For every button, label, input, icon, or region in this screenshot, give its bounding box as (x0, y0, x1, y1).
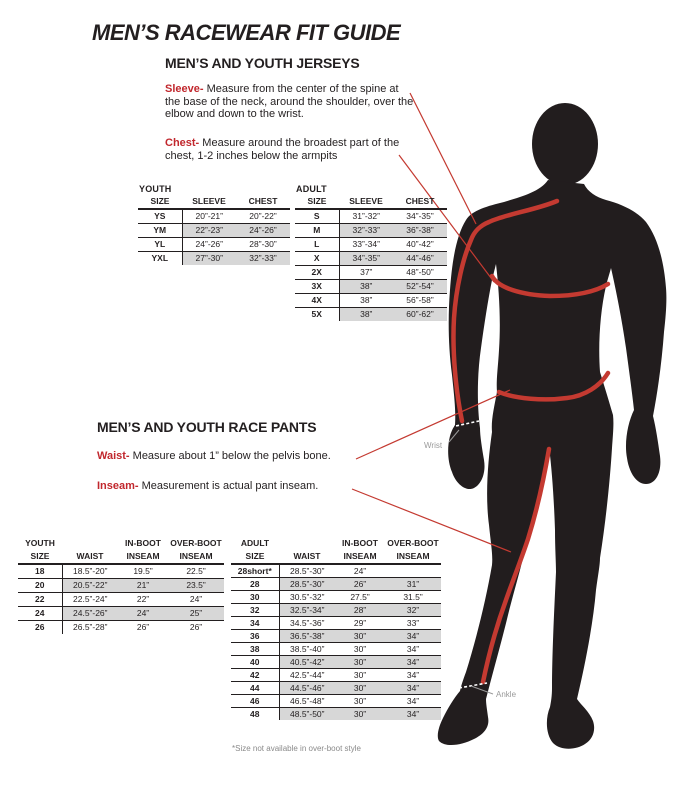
adult-pants-table (231, 537, 441, 720)
value-cell: 34” (385, 643, 441, 656)
size-cell: 20 (18, 579, 62, 593)
column-header: IN-BOOT (125, 538, 161, 548)
value-cell: 44.5”-46” (279, 682, 335, 695)
size-cell: 44 (231, 682, 279, 695)
table-row (138, 209, 290, 224)
table-row (231, 630, 441, 643)
value-cell: 30” (335, 643, 385, 656)
column-header: YOUTH (25, 538, 55, 548)
table-row (18, 579, 224, 593)
value-cell: 42.5”-44” (279, 669, 335, 682)
inseam-instruction-label: Inseam- (97, 480, 139, 492)
inseam-instruction-text: Measurement is actual pant inseam. (141, 480, 319, 492)
value-cell: 52”-54” (393, 280, 447, 294)
waist-instruction-text: Measure about 1” below the pelvis bone. (132, 450, 331, 462)
column-header: WAIST (62, 550, 118, 564)
value-cell: 30” (335, 669, 385, 682)
youth-jersey-group-label: YOUTH (139, 184, 172, 194)
chest-instruction-label: Chest- (165, 137, 200, 149)
value-cell: 34”-35” (339, 252, 393, 266)
value-cell: 20.5”-22” (62, 579, 118, 593)
size-cell: 36 (231, 630, 279, 643)
value-cell: 31”-32” (352, 211, 380, 222)
column-header: SLEEVE (339, 195, 393, 209)
table-row (295, 266, 447, 280)
value-cell: 23.5” (168, 579, 224, 593)
size-cell: 28 (231, 578, 279, 591)
value-cell: 29” (335, 617, 385, 630)
table-row (138, 252, 290, 266)
value-cell: 34” (385, 630, 441, 643)
table-row (231, 604, 441, 617)
value-cell: 34” (385, 669, 441, 682)
size-cell: 28short* (231, 564, 279, 578)
table-row (231, 591, 441, 604)
page-title: MEN’S RACEWEAR FIT GUIDE (92, 20, 401, 45)
over-boot-footnote: *Size not available in over-boot style (232, 744, 361, 753)
chest-instruction (165, 137, 415, 162)
column-header: SIZE (18, 550, 62, 564)
column-header: INSEAM (168, 550, 224, 564)
value-cell: 40.5”-42” (279, 656, 335, 669)
adult-jersey-table (295, 195, 447, 321)
value-cell: 28.5”-30” (279, 578, 335, 591)
value-cell: 32”-33” (236, 252, 290, 266)
column-header: INSEAM (335, 550, 385, 564)
table-row (231, 564, 441, 578)
value-cell: 30” (335, 682, 385, 695)
value-cell: 26” (168, 621, 224, 635)
column-header: ADULT (240, 538, 270, 548)
table-row (231, 708, 441, 721)
column-header: SIZE (138, 195, 182, 209)
size-cell: 18 (18, 564, 62, 579)
column-header: WAIST (279, 550, 335, 564)
chest-instruction-text: Measure around the broadest part of the chest, 1-2 inches below the armpits (165, 137, 400, 162)
value-cell: 24”-26” (236, 224, 290, 238)
value-cell: 22.5”-24” (62, 593, 118, 607)
value-cell: 26.5”-28” (62, 621, 118, 635)
size-cell: 5X (295, 308, 339, 322)
column-header: CHEST (236, 195, 290, 209)
value-cell: 56”-58” (393, 294, 447, 308)
table-row (231, 669, 441, 682)
table-row (295, 280, 447, 294)
table-row (231, 643, 441, 656)
ankle-label: Ankle (496, 690, 517, 699)
sleeve-instruction-label: Sleeve- (165, 83, 204, 95)
value-cell: 30” (335, 630, 385, 643)
wrist-label: Wrist (424, 441, 443, 450)
value-cell (385, 564, 441, 578)
value-cell: 26” (118, 621, 168, 635)
table-row (295, 252, 447, 266)
value-cell: 34.5”-36” (279, 617, 335, 630)
jerseys-section-heading: MEN’S AND YOUTH JERSEYS (165, 55, 360, 71)
value-cell: 24.5”-26” (62, 607, 118, 621)
value-cell: 36.5”-38” (279, 630, 335, 643)
table-row (295, 238, 447, 252)
size-cell: X (295, 252, 339, 266)
value-cell: 28” (335, 604, 385, 617)
column-header (62, 537, 118, 550)
pants-section-heading: MEN’S AND YOUTH RACE PANTS (97, 419, 317, 435)
table-row (231, 617, 441, 630)
value-cell: 33” (385, 617, 441, 630)
size-cell: 48 (231, 708, 279, 721)
value-cell: 31.5” (385, 591, 441, 604)
column-header: CHEST (393, 195, 447, 209)
column-header: OVER-BOOT (387, 538, 439, 548)
size-cell: 30 (231, 591, 279, 604)
adult-jersey-group-label: ADULT (296, 184, 327, 194)
value-cell: 22”-23” (182, 224, 236, 238)
table-row (295, 308, 447, 322)
value-cell: 26” (335, 578, 385, 591)
size-cell: YS (138, 209, 182, 224)
size-cell: 42 (231, 669, 279, 682)
table-row (295, 224, 447, 238)
table-row (138, 224, 290, 238)
value-cell: 19.5” (133, 566, 153, 577)
waist-instruction (97, 450, 331, 463)
value-cell: 33”-34” (339, 238, 393, 252)
sleeve-instruction-text: Measure from the center of the spine at the base of the neck, around the shoulder, over the elbow and down to the wrist. (165, 83, 414, 120)
size-cell: S (295, 209, 339, 224)
value-cell: 36”-38” (393, 224, 447, 238)
size-cell: 3X (295, 280, 339, 294)
size-cell: 26 (18, 621, 62, 635)
value-cell: 38” (339, 280, 393, 294)
table-row (295, 209, 447, 224)
size-cell: 32 (231, 604, 279, 617)
value-cell: 32”-33” (339, 224, 393, 238)
value-cell: 22.5” (186, 566, 206, 577)
value-cell: 44”-46” (393, 252, 447, 266)
silhouette-head (532, 103, 598, 185)
size-cell: YXL (138, 252, 182, 266)
sleeve-instruction (165, 83, 415, 121)
value-cell: 38.5”-40” (279, 643, 335, 656)
value-cell: 27”-30” (182, 252, 236, 266)
size-cell: 34 (231, 617, 279, 630)
value-cell: 38” (339, 308, 393, 322)
value-cell: 24”-26” (182, 238, 236, 252)
size-cell: 38 (231, 643, 279, 656)
value-cell: 37” (339, 266, 393, 280)
value-cell: 34”-35” (406, 211, 434, 222)
value-cell: 34” (385, 695, 441, 708)
header-row (18, 537, 224, 550)
value-cell: 30” (335, 708, 385, 721)
column-header: SLEEVE (182, 195, 236, 209)
value-cell: 48”-50” (393, 266, 447, 280)
table-row (18, 564, 224, 579)
value-cell: 34” (385, 682, 441, 695)
value-cell: 30.5”-32” (279, 591, 335, 604)
table-row (231, 682, 441, 695)
column-header: SIZE (295, 195, 339, 209)
size-cell: 40 (231, 656, 279, 669)
value-cell: 24” (118, 607, 168, 621)
value-cell: 27.5” (335, 591, 385, 604)
value-cell: 38” (339, 294, 393, 308)
size-cell: 2X (295, 266, 339, 280)
column-header: INSEAM (385, 550, 441, 564)
size-cell: YL (138, 238, 182, 252)
table-row (18, 621, 224, 635)
table-row (295, 294, 447, 308)
value-cell: 24” (353, 565, 367, 576)
value-cell: 31” (385, 578, 441, 591)
table-row (231, 578, 441, 591)
table-row (138, 238, 290, 252)
header-row (18, 550, 224, 564)
header-row (231, 550, 441, 564)
column-header (279, 537, 335, 550)
column-header: INSEAM (118, 550, 168, 564)
column-header: IN-BOOT (342, 538, 378, 548)
value-cell: 25” (168, 607, 224, 621)
size-cell: 24 (18, 607, 62, 621)
column-header: SIZE (231, 550, 279, 564)
value-cell: 18.5”-20” (73, 566, 108, 577)
value-cell: 22” (118, 593, 168, 607)
size-cell: L (295, 238, 339, 252)
column-header: OVER-BOOT (170, 538, 222, 548)
value-cell: 32” (385, 604, 441, 617)
size-cell: 4X (295, 294, 339, 308)
youth-jersey-table (138, 195, 290, 265)
table-row (231, 695, 441, 708)
size-cell: 22 (18, 593, 62, 607)
inseam-instruction (97, 480, 318, 493)
value-cell: 30” (335, 656, 385, 669)
value-cell: 20”-22” (249, 211, 277, 222)
value-cell: 60”-62” (393, 308, 447, 322)
silhouette-body (438, 180, 667, 749)
table-row (18, 593, 224, 607)
header-row (295, 195, 447, 209)
value-cell: 24” (168, 593, 224, 607)
table-row (18, 607, 224, 621)
value-cell: 34” (385, 656, 441, 669)
value-cell: 30” (335, 695, 385, 708)
size-cell: YM (138, 224, 182, 238)
value-cell: 20”-21” (195, 211, 223, 222)
value-cell: 40”-42” (393, 238, 447, 252)
value-cell: 34” (385, 708, 441, 721)
size-cell: M (295, 224, 339, 238)
value-cell: 28”-30” (236, 238, 290, 252)
value-cell: 32.5”-34” (279, 604, 335, 617)
waist-instruction-label: Waist- (97, 450, 130, 462)
value-cell: 48.5”-50” (279, 708, 335, 721)
header-row (138, 195, 290, 209)
header-row (231, 537, 441, 550)
value-cell: 28.5”-30” (290, 565, 325, 576)
table-row (231, 656, 441, 669)
value-cell: 21” (118, 579, 168, 593)
size-cell: 46 (231, 695, 279, 708)
value-cell: 46.5”-48” (279, 695, 335, 708)
youth-pants-table (18, 537, 224, 634)
